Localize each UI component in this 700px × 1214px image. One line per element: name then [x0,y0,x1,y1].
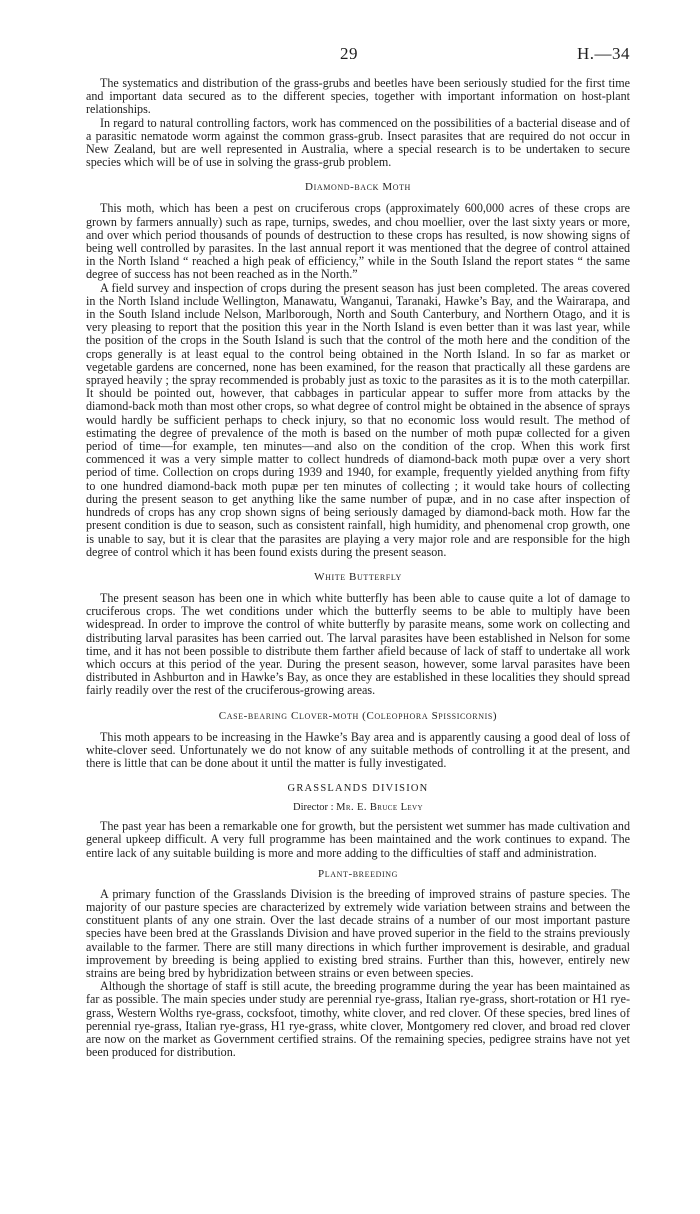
plant-breeding-paragraph-2: Although the shortage of staff is still acute, the breeding programme during the year has been maintained as far as possible. The main species under study are perennial rye-grass, Italian rye-grass, short-rotation or H1 rye-grass, Western Wolths rye-grass, cocksfoot, timothy, white clover, and red clover. Of these species, bred lines of perennial rye-grass, Italian rye-grass, H1 rye-grass, white clover, Montgomery red clover, and broad red clover are now on the market as Government certified strains. Of the remaining species, pedigree strains have not yet been produced for distribution. [86,979,630,1060]
white-butterfly-paragraph: The present season has been one in which white butterfly has been able to cause quite a lot of damage to cruciferous crops. The wet conditions under which the butterfly seems to be able to multiply have been widespread. In order to improve the control of white butterfly by parasite means, some work on collecting and distributing larval parasites has been carried out. The larval parasites have been established in Nelson for some time, and it has not been possible to distribute them farther afield because of lack of staff to undertake all work which occurs at this period of the year. During the present season, however, some larval parasites have been distributed in Ashburton and in Hawke’s Bay, as once they are established in these localities they should spread fairly readily over the rest of the cruciferous-growing areas. [86,590,630,698]
director-label: Director : [293,802,334,814]
case-bearing-paragraph: This moth appears to be increasing in the Hawke’s Bay area and is apparently causing a good deal of loss of white-clover seed. Unfortunately we do not know of any suitable methods of controlling it at the present, and there is little that can be done about it until the matter is fully investigated. [86,729,630,770]
body-text [86,77,630,1059]
director-name: Mr. E. Bruce Levy [336,802,423,814]
director-line [86,801,630,814]
intro-paragraph-2: In regard to natural controlling factors, work has commenced on the possibilities of a bacterial disease and of a parasitic nematode worm against the common grass-grub. Insect parasites that are required do not occur in New Zealand, but are well represented in Australia, where a special research is to be undertaken to secure species which will be of use in solving the grass-grub problem. [86,115,630,170]
grasslands-paragraph: The past year has been a remarkable one for growth, but the persistent wet summer has made cultivation and general upkeep difficult. A very full programme has been maintained and the work continues to expand. The entire lack of any suitable building is more and more adding to the difficulties of staff and administration. [86,819,630,860]
heading-white-butterfly: White Butterfly [314,570,402,583]
diamond-back-paragraph-2: A field survey and inspection of crops during the present season has just been completed. The areas covered in the North Island include Wellington, Manawatu, Wanganui, Taranaki, Hawke’s Bay, and the Wairarapa, and in the South Island include Nelson, Marlborough, North and South Canterbury, and Northern Otago, and it is very pleasing to report that the position this year in the North Island is even better than it was last year, while the position of the crops in the South Island is such that the control of the moth here and the condition of the crops generally is at least equal to the control being obtained in the North Island. In so far as market or vegetable gardens are concerned, none has been examined, for the reason that practically all these gardens are sprayed heavily ; the spray recommended is probably just as toxic to the parasites as it is to the moth caterpillar. It should be pointed out, however, that cabbages in particular appear to suffer more from attacks by the diamond-back moth than most other crops, so what degree of control might be obtained in the absence of sprays would hardly be sufficient perhaps to check injury, so that no economic loss would result. The method of estimating the degree of prevalence of the moth is based on the number of moth pupæ collected for a given period of time—for example, ten minutes—and also on the condition of the crop. When this work first commenced it was a very simple matter to collect hundreds of diamond-back moth pupæ over a very short period of time. Collection on crops during 1939 and 1940, for example, frequently yielded anything from fifty to one hundred diamond-back moth pupæ per ten minutes of collecting ; it would take hours of collecting during the present season to get anything like the same number of pupæ, and in no case after inspection of hundreds of crops has any crop shown signs of being seriously damaged by diamond-back moth. How far the present condition is due to season, such as consistent rainfall, high humidity, and phenomenal crop growth, one is unable to say, but it is clear that the parasites are playing a very major role and are responsible for the high degree of control which it has been found exists during the present season. [86,280,630,559]
heading-grasslands-division: GRASSLANDS DIVISION [287,783,429,795]
document-reference: H.—34 [576,44,630,63]
diamond-back-paragraph-1: This moth, which has been a pest on cruciferous crops (approximately 600,000 acres of these crops are grown by farmers annually) such as rape, turnips, swedes, and chou moellier, over the last sixty years or more, and over which period thousands of pounds of destruction to these crops has resulted, is now showing signs of being well controlled by parasites. In the last annual report it was mentioned that the degree of control attained in the North Island “ reached a high peak of efficiency,” while in the South Island the report states “ the same degree of success has not been reached as in the North.” [86,201,630,282]
intro-paragraph-1: The systematics and distribution of the grass-grubs and beetles have been seriously studied for the first time and important data secured as to the different species, together with important information on host-plant relationships. [86,76,630,117]
plant-breeding-paragraph-1: A primary function of the Grasslands Division is the breeding of improved strains of pasture species. The majority of our pasture species are characterized by extremely wide variation between strains and between the constituent plants of any one strain. Over the last decade strains of a number of our most important pasture species have been bred at the Grasslands Division and have proved superior in the field to the strains previously available to the farmer. There are still many directions in which further improvement is desirable, and gradual improvement by breeding is being applied to existing bred strains. Further than this, however, entirely new strains are being bred by hybridization between strains or even between species. [86,886,630,980]
heading-plant-breeding: Plant-breeding [318,867,398,880]
page-number: 29 [340,44,358,63]
heading-diamond-back-moth: Diamond-back Moth [305,181,411,194]
heading-case-bearing-clover-moth: Case-bearing Clover-moth (Coleophora Spissicornis) [218,709,498,722]
